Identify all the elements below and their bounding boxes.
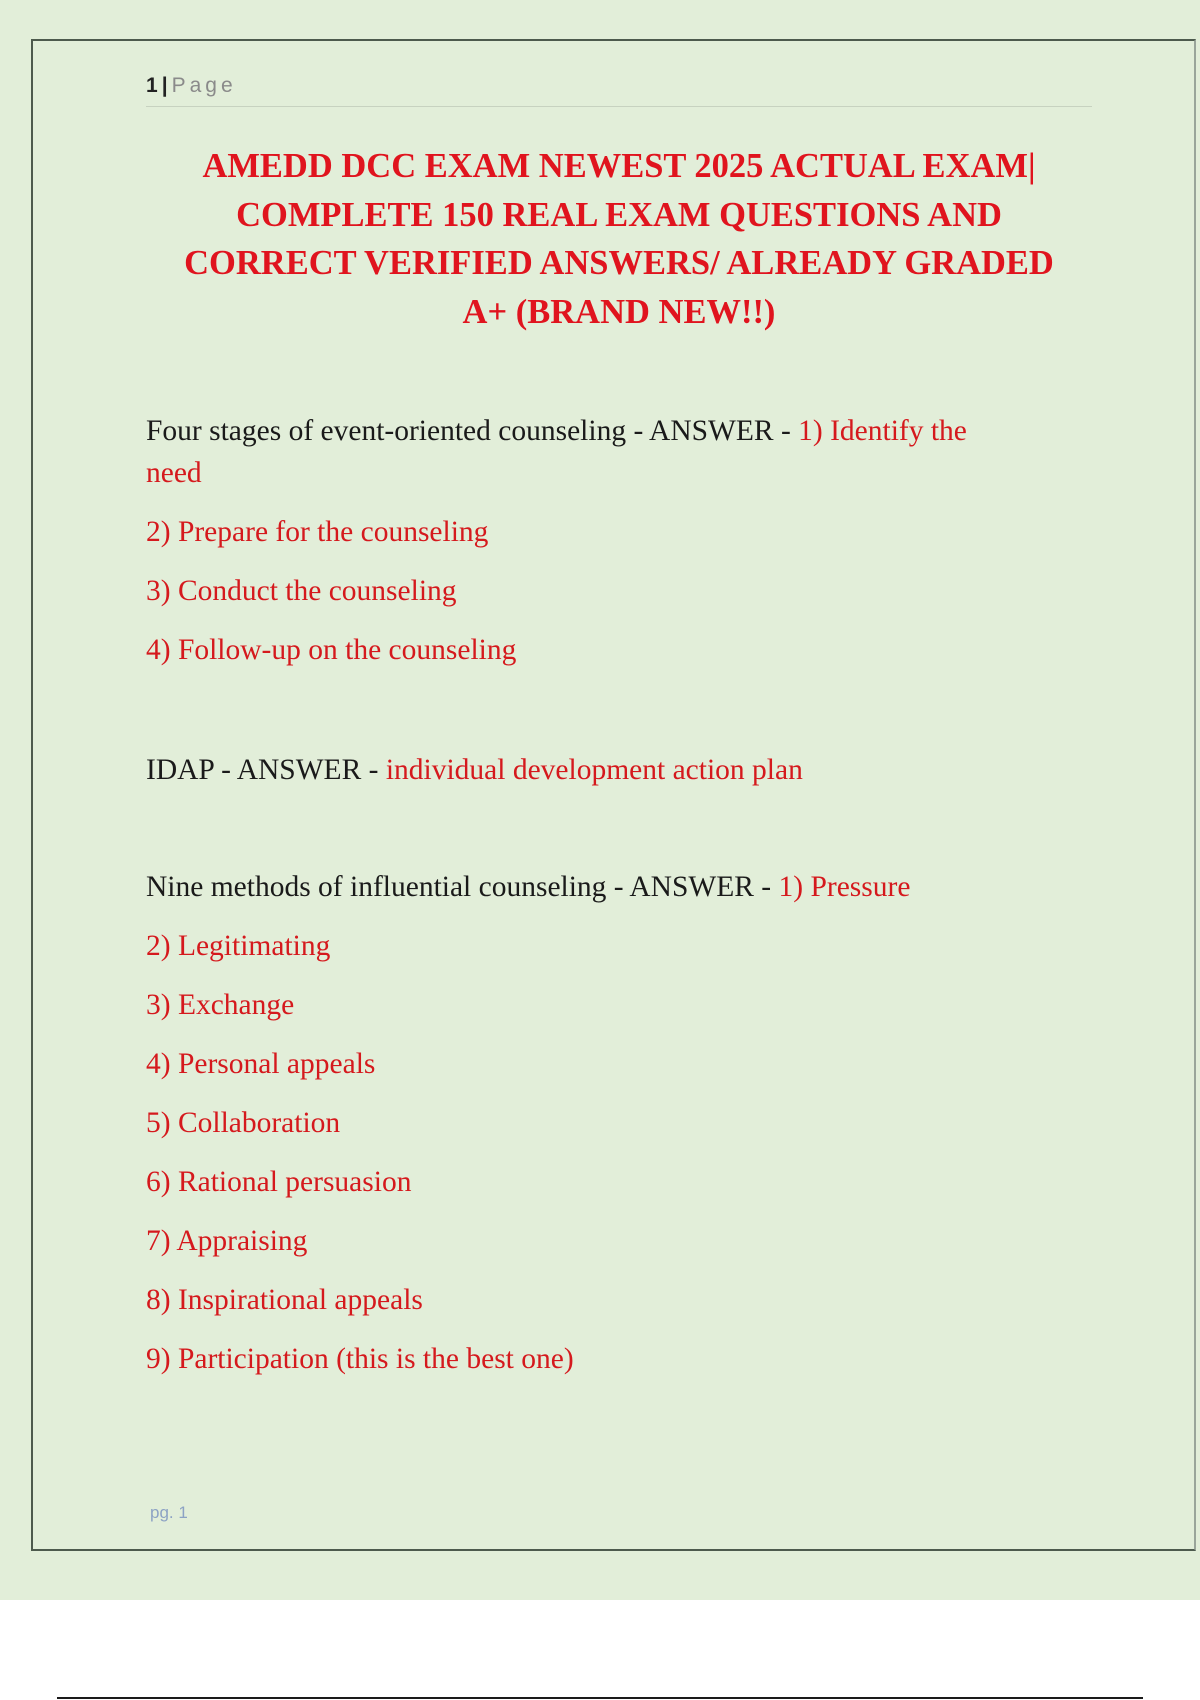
answer-line: 7) Appraising: [146, 1225, 308, 1257]
document-title: [146, 142, 1092, 336]
page-header: [146, 74, 1092, 107]
answer-line: 5) Collaboration: [146, 1107, 341, 1139]
answer-line: 6) Rational persuasion: [146, 1166, 412, 1198]
answer-line: 4) Follow-up on the counseling: [146, 634, 517, 666]
title-line: CORRECT VERIFIED ANSWERS/ ALREADY GRADED: [184, 244, 1054, 282]
answer-line: 2) Prepare for the counseling: [146, 516, 489, 548]
answer-line: 8) Inspirational appeals: [146, 1284, 423, 1316]
title-line: COMPLETE 150 REAL EXAM QUESTIONS AND: [236, 195, 1002, 234]
answer-line: 3) Exchange: [146, 989, 295, 1021]
answer-line: need: [146, 457, 202, 489]
question-text: IDAP - ANSWER -: [146, 754, 386, 786]
page-header-separator: |: [161, 74, 168, 97]
answer-line: 2) Legitimating: [146, 930, 331, 962]
qa-question-line: [146, 871, 910, 904]
title-line: A+ (BRAND NEW!!): [462, 292, 776, 331]
qa-question-line: [146, 754, 803, 787]
answer-line: 3) Conduct the counseling: [146, 575, 457, 607]
footer-page-label: pg. 1: [150, 1503, 188, 1522]
question-text: Four stages of event-oriented counseling - ANSWER -: [146, 415, 799, 447]
answer-text: individual development action plan: [385, 754, 803, 786]
page-number: 1: [146, 74, 158, 97]
answer-text: 1) Identify the: [798, 415, 967, 447]
answer-line: 9) Participation (this is the best one): [146, 1343, 574, 1375]
bottom-divider: [57, 1697, 1143, 1699]
question-text: Nine methods of influential counseling - ANSWER -: [146, 871, 779, 903]
answer-line: 4) Personal appeals: [146, 1048, 376, 1080]
title-line: AMEDD DCC EXAM NEWEST 2025 ACTUAL EXAM|: [202, 147, 1036, 185]
qa-question-line: [146, 415, 967, 448]
answer-text: 1) Pressure: [778, 871, 911, 903]
page-label: Page: [171, 74, 237, 97]
